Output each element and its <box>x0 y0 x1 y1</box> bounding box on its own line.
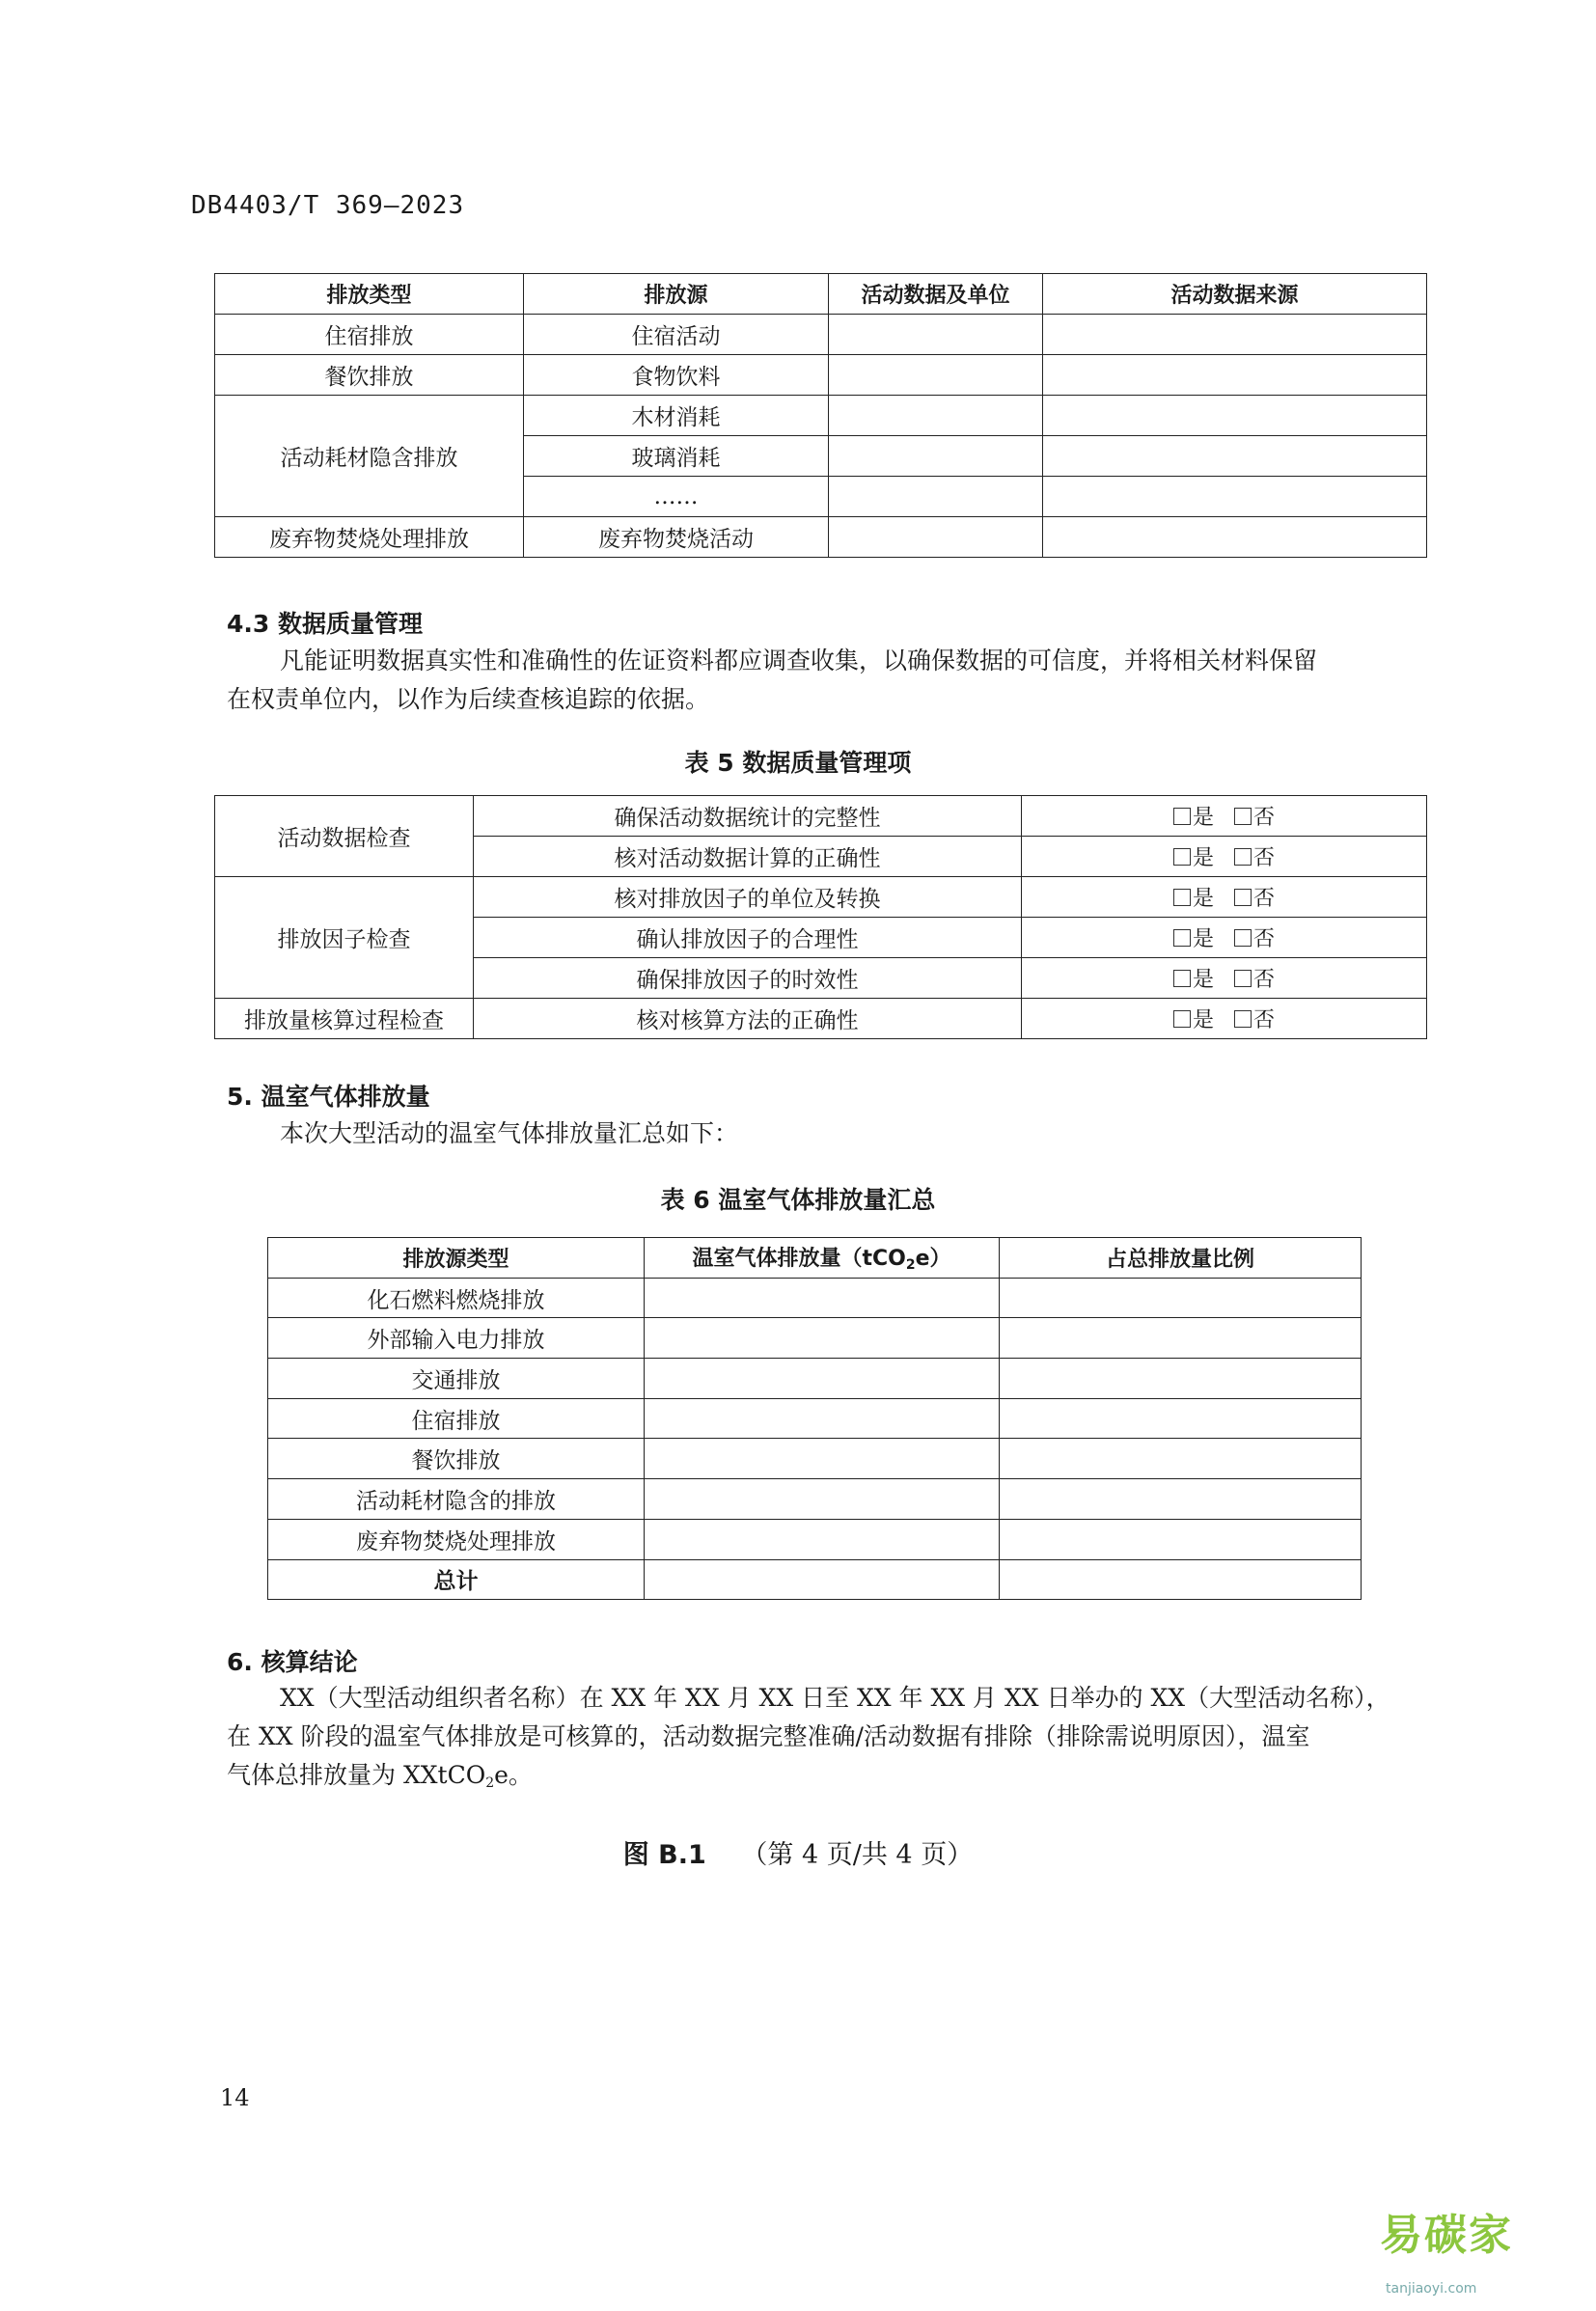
conclusion-line1: XX（大型活动组织者名称）在 XX 年 XX 月 XX 日至 XX 年 XX 月 XX 日举办的 XX（大型活动名称）， <box>280 1684 1390 1712</box>
checkbox-yes[interactable] <box>1173 929 1191 947</box>
source-type-cell: 住宿排放 <box>268 1398 645 1439</box>
emission-type-cell: 餐饮排放 <box>215 355 524 396</box>
section-5-para: 本次大型活动的温室气体排放量汇总如下： <box>280 1119 739 1147</box>
emission-amount-cell <box>645 1479 1000 1520</box>
emission-amount-cell <box>645 1278 1000 1318</box>
header-emission-text: 温室气体排放量（tCO <box>692 1247 906 1272</box>
no-label: 否 <box>1252 968 1275 992</box>
source-type-cell: 餐饮排放 <box>268 1439 645 1479</box>
yes-no-cell <box>1022 796 1427 837</box>
check-item-cell: 确保排放因子的时效性 <box>474 958 1022 999</box>
emission-amount-cell <box>645 1398 1000 1439</box>
check-item-cell: 确认排放因子的合理性 <box>474 918 1022 958</box>
table-row <box>268 1398 1362 1439</box>
source-type-cell: 活动耗材隐含的排放 <box>268 1479 645 1520</box>
check-item-cell: 核对活动数据计算的正确性 <box>474 837 1022 877</box>
table-row <box>268 1439 1362 1479</box>
data-source-cell <box>1043 315 1427 355</box>
emission-amount-cell <box>645 1359 1000 1399</box>
data-source-cell <box>1043 436 1427 477</box>
yes-label: 是 <box>1192 1008 1214 1032</box>
section-heading-6: 6. 核算结论 <box>227 1648 358 1676</box>
section-heading-5: 5. 温室气体排放量 <box>227 1083 430 1111</box>
section-4-3-para-line1: 凡能证明数据真实性和准确性的佐证资料都应调查收集，以确保数据的可信度，并将相关材料保留 <box>280 647 1318 674</box>
share-cell <box>1000 1559 1362 1600</box>
figure-page-info: （第 4 页/共 4 页） <box>741 1840 974 1870</box>
section-4-3-para-line2: 在权责单位内，以作为后续查核追踪的依据。 <box>227 685 710 713</box>
checkbox-yes[interactable] <box>1173 970 1191 987</box>
watermark-logo <box>1380 2200 1596 2311</box>
checkbox-yes[interactable] <box>1173 1010 1191 1028</box>
header-emission-type: 排放类型 <box>215 274 524 315</box>
yes-label: 是 <box>1192 968 1214 992</box>
checkbox-no[interactable] <box>1234 1010 1252 1028</box>
share-cell <box>1000 1359 1362 1399</box>
header-share: 占总排放量比例 <box>1000 1238 1362 1279</box>
figure-label: 图 B.1 <box>622 1840 706 1870</box>
emission-amount-cell <box>645 1439 1000 1479</box>
section-heading-4-3: 4.3 数据质量管理 <box>227 610 423 638</box>
source-type-cell: 化石燃料燃烧排放 <box>268 1278 645 1318</box>
emission-source-cell: 食物饮料 <box>524 355 829 396</box>
table-total-row <box>268 1559 1362 1600</box>
emission-type-cell: 废弃物焚烧处理排放 <box>215 517 524 558</box>
table-row <box>215 796 1427 837</box>
conclusion-line3-text: 气体总排放量为 XXtCO <box>227 1761 486 1789</box>
no-label: 否 <box>1252 887 1275 911</box>
yes-no-cell <box>1022 918 1427 958</box>
table-row <box>215 999 1427 1039</box>
check-category-cell: 排放因子检查 <box>215 877 474 999</box>
conclusion-line3 <box>227 1756 533 1802</box>
check-category-cell: 排放量核算过程检查 <box>215 999 474 1039</box>
check-category-cell: 活动数据检查 <box>215 796 474 877</box>
activity-data-cell <box>829 355 1043 396</box>
table-row <box>268 1318 1362 1359</box>
checkbox-yes[interactable] <box>1173 889 1191 906</box>
document-code: DB4403/T 369—2023 <box>191 191 465 220</box>
no-label: 否 <box>1252 1008 1275 1032</box>
header-data-source: 活动数据来源 <box>1043 274 1427 315</box>
table-row <box>268 1519 1362 1559</box>
data-source-cell <box>1043 396 1427 436</box>
emission-source-cell: 玻璃消耗 <box>524 436 829 477</box>
source-type-cell: 废弃物焚烧处理排放 <box>268 1519 645 1559</box>
emission-amount-cell <box>645 1559 1000 1600</box>
yes-no-cell <box>1022 877 1427 918</box>
emission-type-cell: 活动耗材隐含排放 <box>215 396 524 517</box>
share-cell <box>1000 1439 1362 1479</box>
table-row <box>215 315 1427 355</box>
watermark-domain: tanjiaoyi.com <box>1386 2281 1477 2297</box>
check-item-cell: 核对核算方法的正确性 <box>474 999 1022 1039</box>
emission-source-cell: 木材消耗 <box>524 396 829 436</box>
source-type-cell: 交通排放 <box>268 1359 645 1399</box>
checkbox-no[interactable] <box>1234 848 1252 866</box>
data-quality-table <box>214 795 1427 1039</box>
emission-sources-table <box>214 273 1427 558</box>
table-row <box>268 1479 1362 1520</box>
data-source-cell <box>1043 477 1427 517</box>
table-row <box>268 1359 1362 1399</box>
yes-no-cell <box>1022 999 1427 1039</box>
total-label-cell: 总计 <box>268 1559 645 1600</box>
emission-type-cell: 住宿排放 <box>215 315 524 355</box>
yes-label: 是 <box>1192 927 1214 951</box>
page-number: 14 <box>220 2084 250 2111</box>
table-row <box>215 396 1427 436</box>
yes-label: 是 <box>1192 806 1214 830</box>
emission-amount-cell <box>645 1519 1000 1559</box>
emission-source-cell: 住宿活动 <box>524 315 829 355</box>
yes-no-cell <box>1022 958 1427 999</box>
conclusion-line3-end: e。 <box>494 1761 533 1789</box>
check-item-cell: 确保活动数据统计的完整性 <box>474 796 1022 837</box>
data-source-cell <box>1043 355 1427 396</box>
table-row <box>268 1278 1362 1318</box>
table5-caption: 表 5 数据质量管理项 <box>684 749 912 777</box>
checkbox-no[interactable] <box>1234 929 1252 947</box>
activity-data-cell <box>829 517 1043 558</box>
activity-data-cell <box>829 315 1043 355</box>
share-cell <box>1000 1479 1362 1520</box>
checkbox-no[interactable] <box>1234 889 1252 906</box>
header-activity-data: 活动数据及单位 <box>829 274 1043 315</box>
no-label: 否 <box>1252 927 1275 951</box>
table-row <box>215 355 1427 396</box>
figure-caption <box>0 1833 1596 1871</box>
emission-summary-table <box>267 1237 1362 1600</box>
header-emission-source: 排放源 <box>524 274 829 315</box>
check-item-cell: 核对排放因子的单位及转换 <box>474 877 1022 918</box>
source-type-cell: 外部输入电力排放 <box>268 1318 645 1359</box>
header-emission-amount <box>645 1238 1000 1279</box>
share-cell <box>1000 1519 1362 1559</box>
checkbox-no[interactable] <box>1234 808 1252 825</box>
checkbox-yes[interactable] <box>1173 808 1191 825</box>
checkbox-no[interactable] <box>1234 970 1252 987</box>
emission-source-cell: 废弃物焚烧活动 <box>524 517 829 558</box>
header-emission-unit-end: e） <box>915 1247 951 1272</box>
no-label: 否 <box>1252 846 1275 870</box>
header-subscript: 2 <box>905 1257 916 1274</box>
table-row <box>215 517 1427 558</box>
yes-label: 是 <box>1192 887 1214 911</box>
table-row <box>215 877 1427 918</box>
yes-no-cell <box>1022 837 1427 877</box>
emission-source-cell: …… <box>524 477 829 517</box>
activity-data-cell <box>829 477 1043 517</box>
share-cell <box>1000 1278 1362 1318</box>
share-cell <box>1000 1398 1362 1439</box>
conclusion-line2: 在 XX 阶段的温室气体排放是可核算的，活动数据完整准确/活动数据有排除（排除需说明原因），温室 <box>227 1722 1310 1750</box>
activity-data-cell <box>829 436 1043 477</box>
table6-caption: 表 6 温室气体排放量汇总 <box>660 1186 936 1214</box>
watermark-text: 易碳家 <box>1380 2211 1513 2260</box>
yes-label: 是 <box>1192 846 1214 870</box>
emission-amount-cell <box>645 1318 1000 1359</box>
conclusion-subscript: 2 <box>485 1775 495 1791</box>
share-cell <box>1000 1318 1362 1359</box>
table-header-row <box>268 1238 1362 1279</box>
no-label: 否 <box>1252 806 1275 830</box>
header-source-type: 排放源类型 <box>268 1238 645 1279</box>
activity-data-cell <box>829 396 1043 436</box>
checkbox-yes[interactable] <box>1173 848 1191 866</box>
table-header-row <box>215 274 1427 315</box>
data-source-cell <box>1043 517 1427 558</box>
